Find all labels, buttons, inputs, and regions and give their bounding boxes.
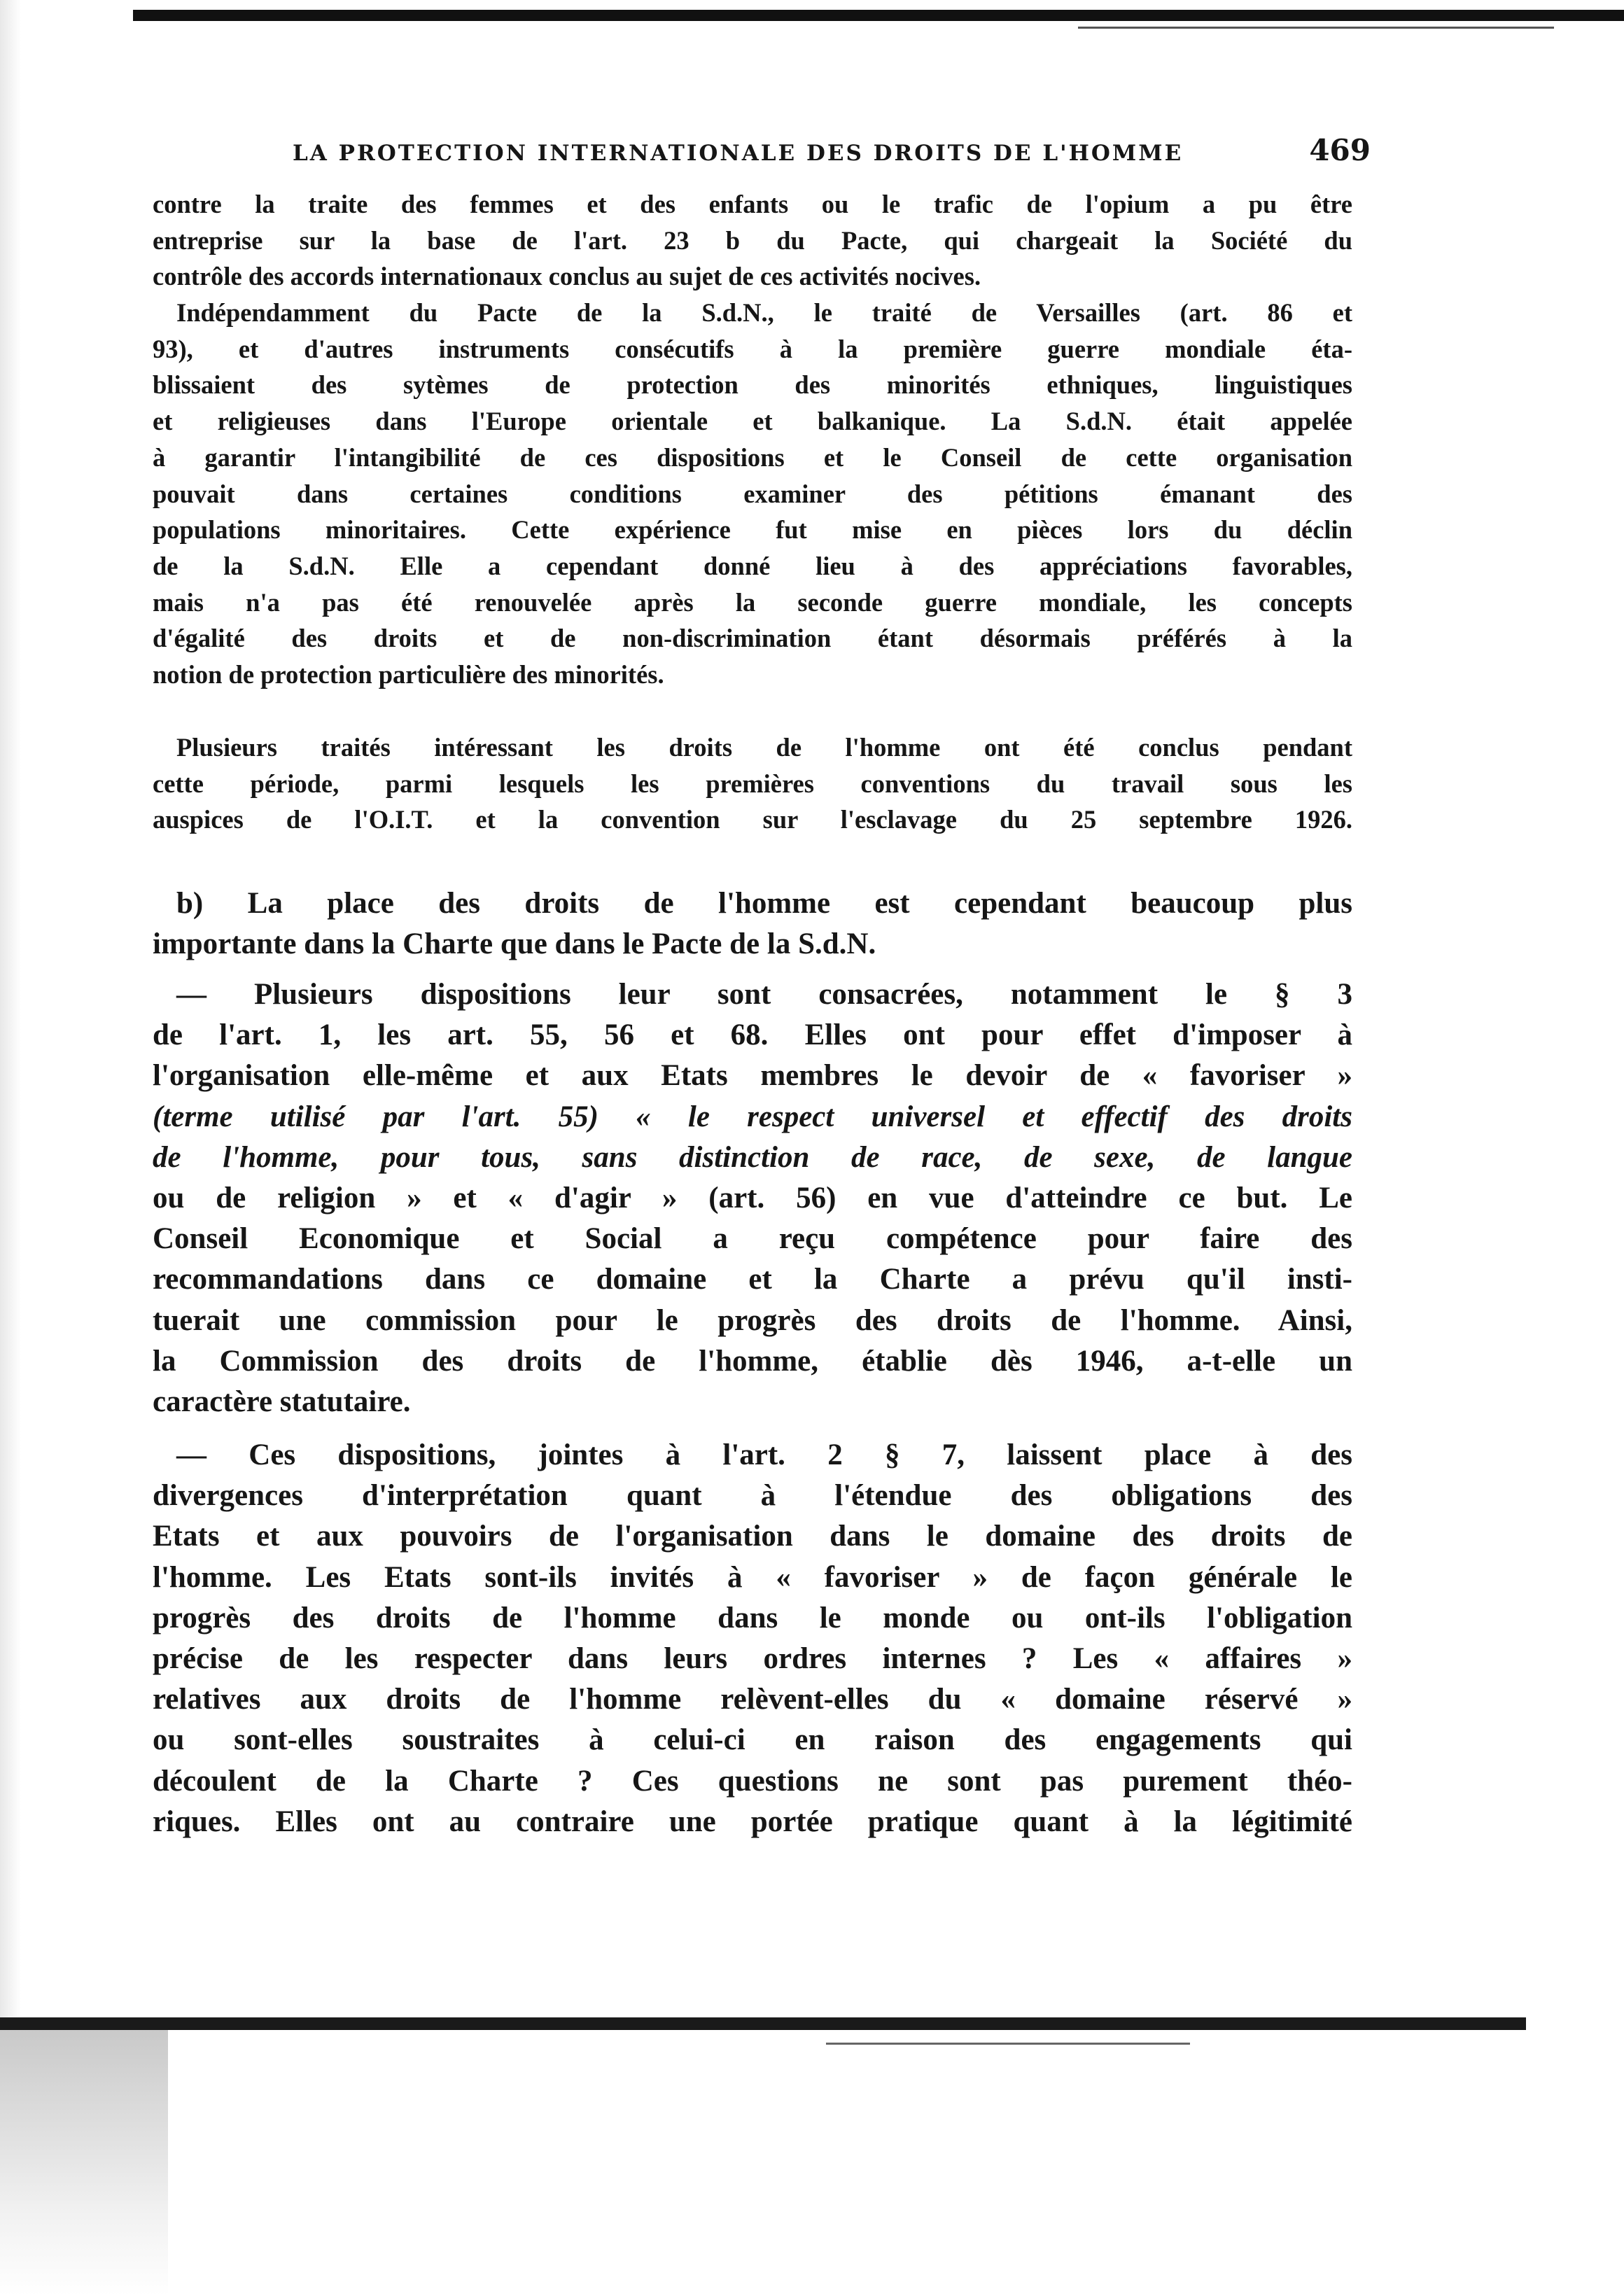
scan-top-edge [133,10,1624,21]
text-line: — Ces dispositions, jointes à l'art. 2 § 7, laissent place à des [176,1438,1352,1471]
text-line: la Commission des droits de l'homme, établie dès 1946, a-t-elle un [153,1344,1352,1378]
scan-left-shadow [0,0,21,2296]
text-line: importante dans la Charte que dans le Pacte de la S.d.N. [153,927,876,961]
text-line: relatives aux droits de l'homme relèvent-elles du « domaine réservé » [153,1683,1352,1716]
text-line: à garantir l'intangibilité de ces dispositions et le Conseil de cette organisation [153,442,1352,472]
paragraph-5 [153,974,1352,1422]
text-line: l'organisation elle-même et aux Etats membres le devoir de « favoriser » [153,1059,1352,1093]
paragraph-3 [153,729,1352,838]
paragraph-4 [153,883,1352,965]
text-line: divergences d'interprétation quant à l'étendue des obligations des [153,1479,1352,1513]
scan-top-rule [1078,27,1554,29]
text-line: contrôle des accords internationaux conclus au sujet de ces activités nocives. [153,262,981,291]
text-line: entreprise sur la base de l'art. 23 b du Pacte, qui chargeait la Société du [153,225,1352,255]
text-line: auspices de l'O.I.T. et la convention sur l'esclavage du 25 septembre 1926. [153,805,1352,834]
page-number: 469 [1309,133,1371,167]
text-line: riques. Elles ont au contraire une portée pratique quant à la légitimité [153,1805,1352,1838]
text-line: mais n'a pas été renouvelée après la seconde guerre mondiale, les concepts [153,587,1352,617]
text-line: Indépendamment du Pacte de la S.d.N., le traité de Versailles (art. 86 et [176,298,1352,327]
text-line: de l'homme, pour tous, sans distinction de race, de sexe, de langue [153,1140,1352,1174]
text-line: et religieuses dans l'Europe orientale et balkanique. La S.d.N. était appelée [153,407,1352,436]
paragraph-2 [153,295,1352,693]
text-line: blissaient des sytèmes de protection des minorités ethniques, linguistiques [153,370,1352,400]
text-line: 93), et d'autres instruments consécutifs à la première guerre mondiale éta- [153,334,1352,363]
text-line: recommandations dans ce domaine et la Charte a prévu qu'il insti- [153,1263,1352,1296]
text-line: Etats et aux pouvoirs de l'organisation dans le domaine des droits de [153,1520,1352,1553]
text-line: tuerait une commission pour le progrès des droits de l'homme. Ainsi, [153,1303,1352,1337]
text-line: l'homme. Les Etats sont-ils invités à « favoriser » de façon générale le [153,1560,1352,1594]
text-line: — Plusieurs dispositions leur sont consacrées, notamment le § 3 [176,978,1352,1011]
text-line: progrès des droits de l'homme dans le monde ou ont-ils l'obligation [153,1601,1352,1634]
text-line: (terme utilisé par l'art. 55) « le respect universel et effectif des droits [153,1100,1352,1133]
text-line: Plusieurs traités intéressant les droits de l'homme ont été conclus pendant [176,733,1352,762]
text-line: notion de protection particulière des minorités. [153,660,664,690]
text-line: d'égalité des droits et de non-discrimination étant désormais préférés à la [153,624,1352,653]
text-line: de l'art. 1, les art. 55, 56 et 68. Elles ont pour effet d'imposer à [153,1018,1352,1052]
text-line: b) La place des droits de l'homme est cependant beaucoup plus [176,887,1352,920]
page-header [293,133,1371,175]
scan-bottom-edge [0,2017,1526,2030]
text-line: Conseil Economique et Social a reçu compétence pour faire des [153,1222,1352,1256]
text-line: de la S.d.N. Elle a cependant donné lieu à des appréciations favorables, [153,551,1352,580]
text-line: ou de religion » et « d'agir » (art. 56) en vue d'atteindre ce but. Le [153,1182,1352,1215]
text-line: populations minoritaires. Cette expérience fut mise en pièces lors du déclin [153,515,1352,545]
paragraph-1 [153,186,1352,295]
text-line: précise de les respecter dans leurs ordres internes ? Les « affaires » [153,1642,1352,1676]
text-line: pouvait dans certaines conditions examiner des pétitions émanant des [153,479,1352,508]
scan-bottom-rule [826,2043,1190,2045]
text-line: caractère statutaire. [153,1385,411,1419]
text-line: découlent de la Charte ? Ces questions ne sont pas purement théo- [153,1764,1352,1798]
scan-bottom-shadow [0,2030,168,2296]
paragraph-6 [153,1435,1352,1842]
running-title: LA PROTECTION INTERNATIONALE DES DROITS DE L'HOMME [293,141,1184,166]
text-line: ou sont-elles soustraites à celui-ci en raison des engagements qui [153,1723,1352,1757]
text-line: contre la traite des femmes et des enfants ou le trafic de l'opium a pu être [153,190,1352,218]
text-line: cette période, parmi lesquels les premières conventions du travail sous les [153,769,1352,798]
